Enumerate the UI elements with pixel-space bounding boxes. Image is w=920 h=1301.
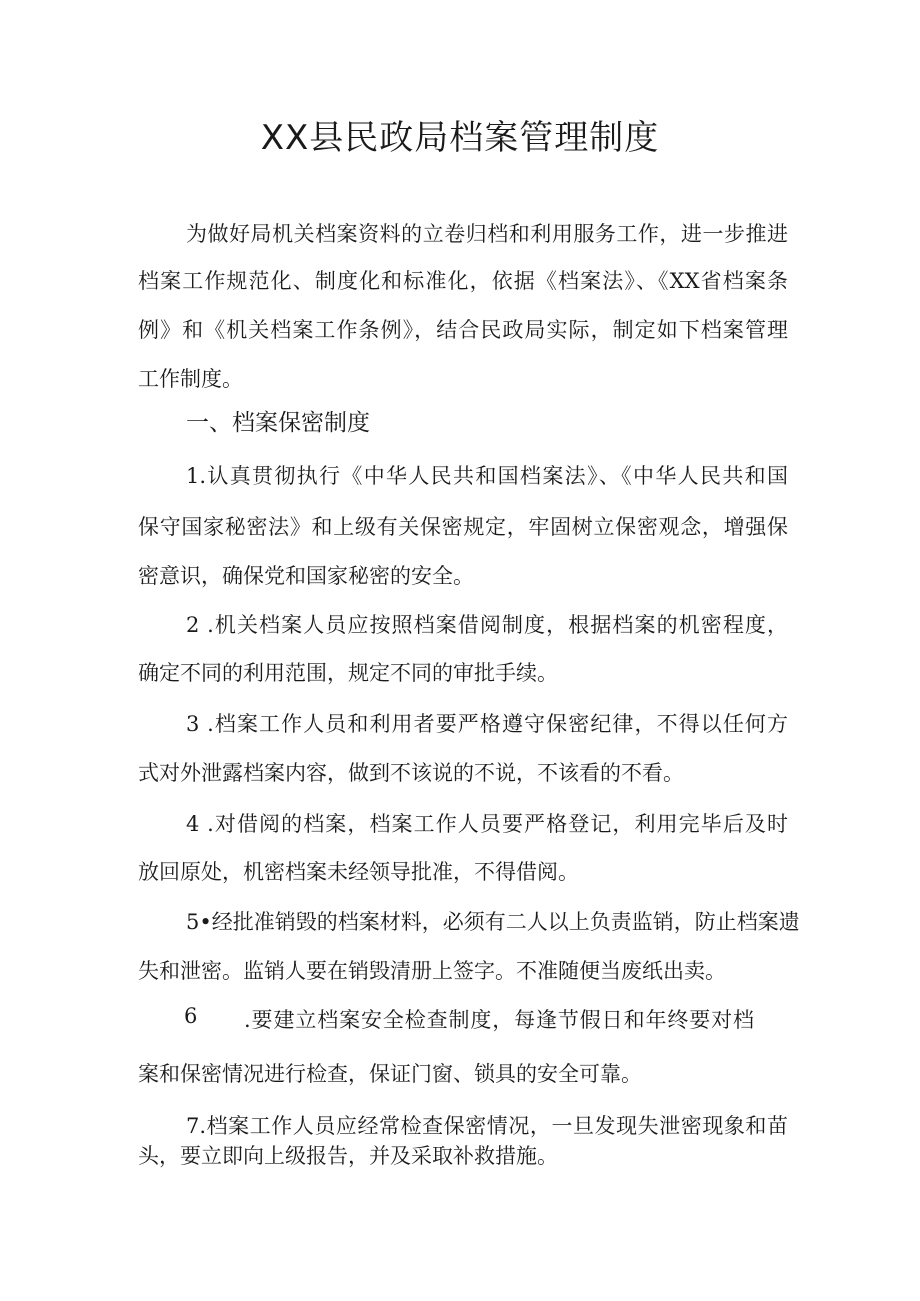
text-line: 7.档案工作人员应经常检查保密情况，一旦发现失泄密现象和苗 (186, 1114, 788, 1138)
text-line: 1.认真贯彻执行《中华人民共和国档案法》、《中华人民共和国 (186, 464, 788, 488)
text-line: 放回原处，机密档案未经领导批准，不得借阅。 (138, 860, 579, 884)
text-line: 工作制度。 (138, 367, 243, 391)
document-title: XX县民政局档案管理制度 (260, 118, 660, 158)
text-line: .要建立档案安全检查制度，每逢节假日和年终要对档 (244, 1008, 754, 1032)
item-number: 6 (184, 1004, 198, 1028)
text-line: 密意识，确保党和国家秘密的安全。 (138, 564, 474, 588)
text-line: 为做好局机关档案资料的立卷归档和利用服务工作，进一步推进 (186, 222, 788, 246)
text-line: 式对外泄露档案内容，做到不该说的不说，不该看的不看。 (138, 761, 684, 785)
text-line: 2 .机关档案人员应按照档案借阅制度，根据档案的机密程度， (186, 613, 788, 637)
text-line: 保守国家秘密法》和上级有关保密规定，牢固树立保密观念，增强保 (138, 515, 788, 539)
section-heading: 一、档案保密制度 (186, 410, 370, 436)
text-line: 5•经批准销毁的档案材料，必须有二人以上负责监销，防止档案遗 (186, 910, 800, 934)
text-line: 案和保密情况进行检查，保证门窗、锁具的安全可靠。 (138, 1062, 642, 1086)
text-line: 档案工作规范化、制度化和标准化，依据《档案法》、《XX省档案条 (138, 269, 788, 293)
text-line: 例》和《机关档案工作条例》，结合民政局实际，制定如下档案管理 (138, 318, 788, 342)
text-line: 4 .对借阅的档案，档案工作人员要严格登记，利用完毕后及时 (186, 812, 788, 836)
text-line: 失和泄密。监销人要在销毁清册上签字。不准随便当废纸出卖。 (138, 959, 726, 983)
text-line: 确定不同的利用范围，规定不同的审批手续。 (138, 661, 558, 685)
text-line: 头，要立即向上级报告，并及采取补救措施。 (138, 1144, 558, 1168)
text-line: 3 .档案工作人员和利用者要严格遵守保密纪律，不得以任何方 (186, 712, 788, 736)
